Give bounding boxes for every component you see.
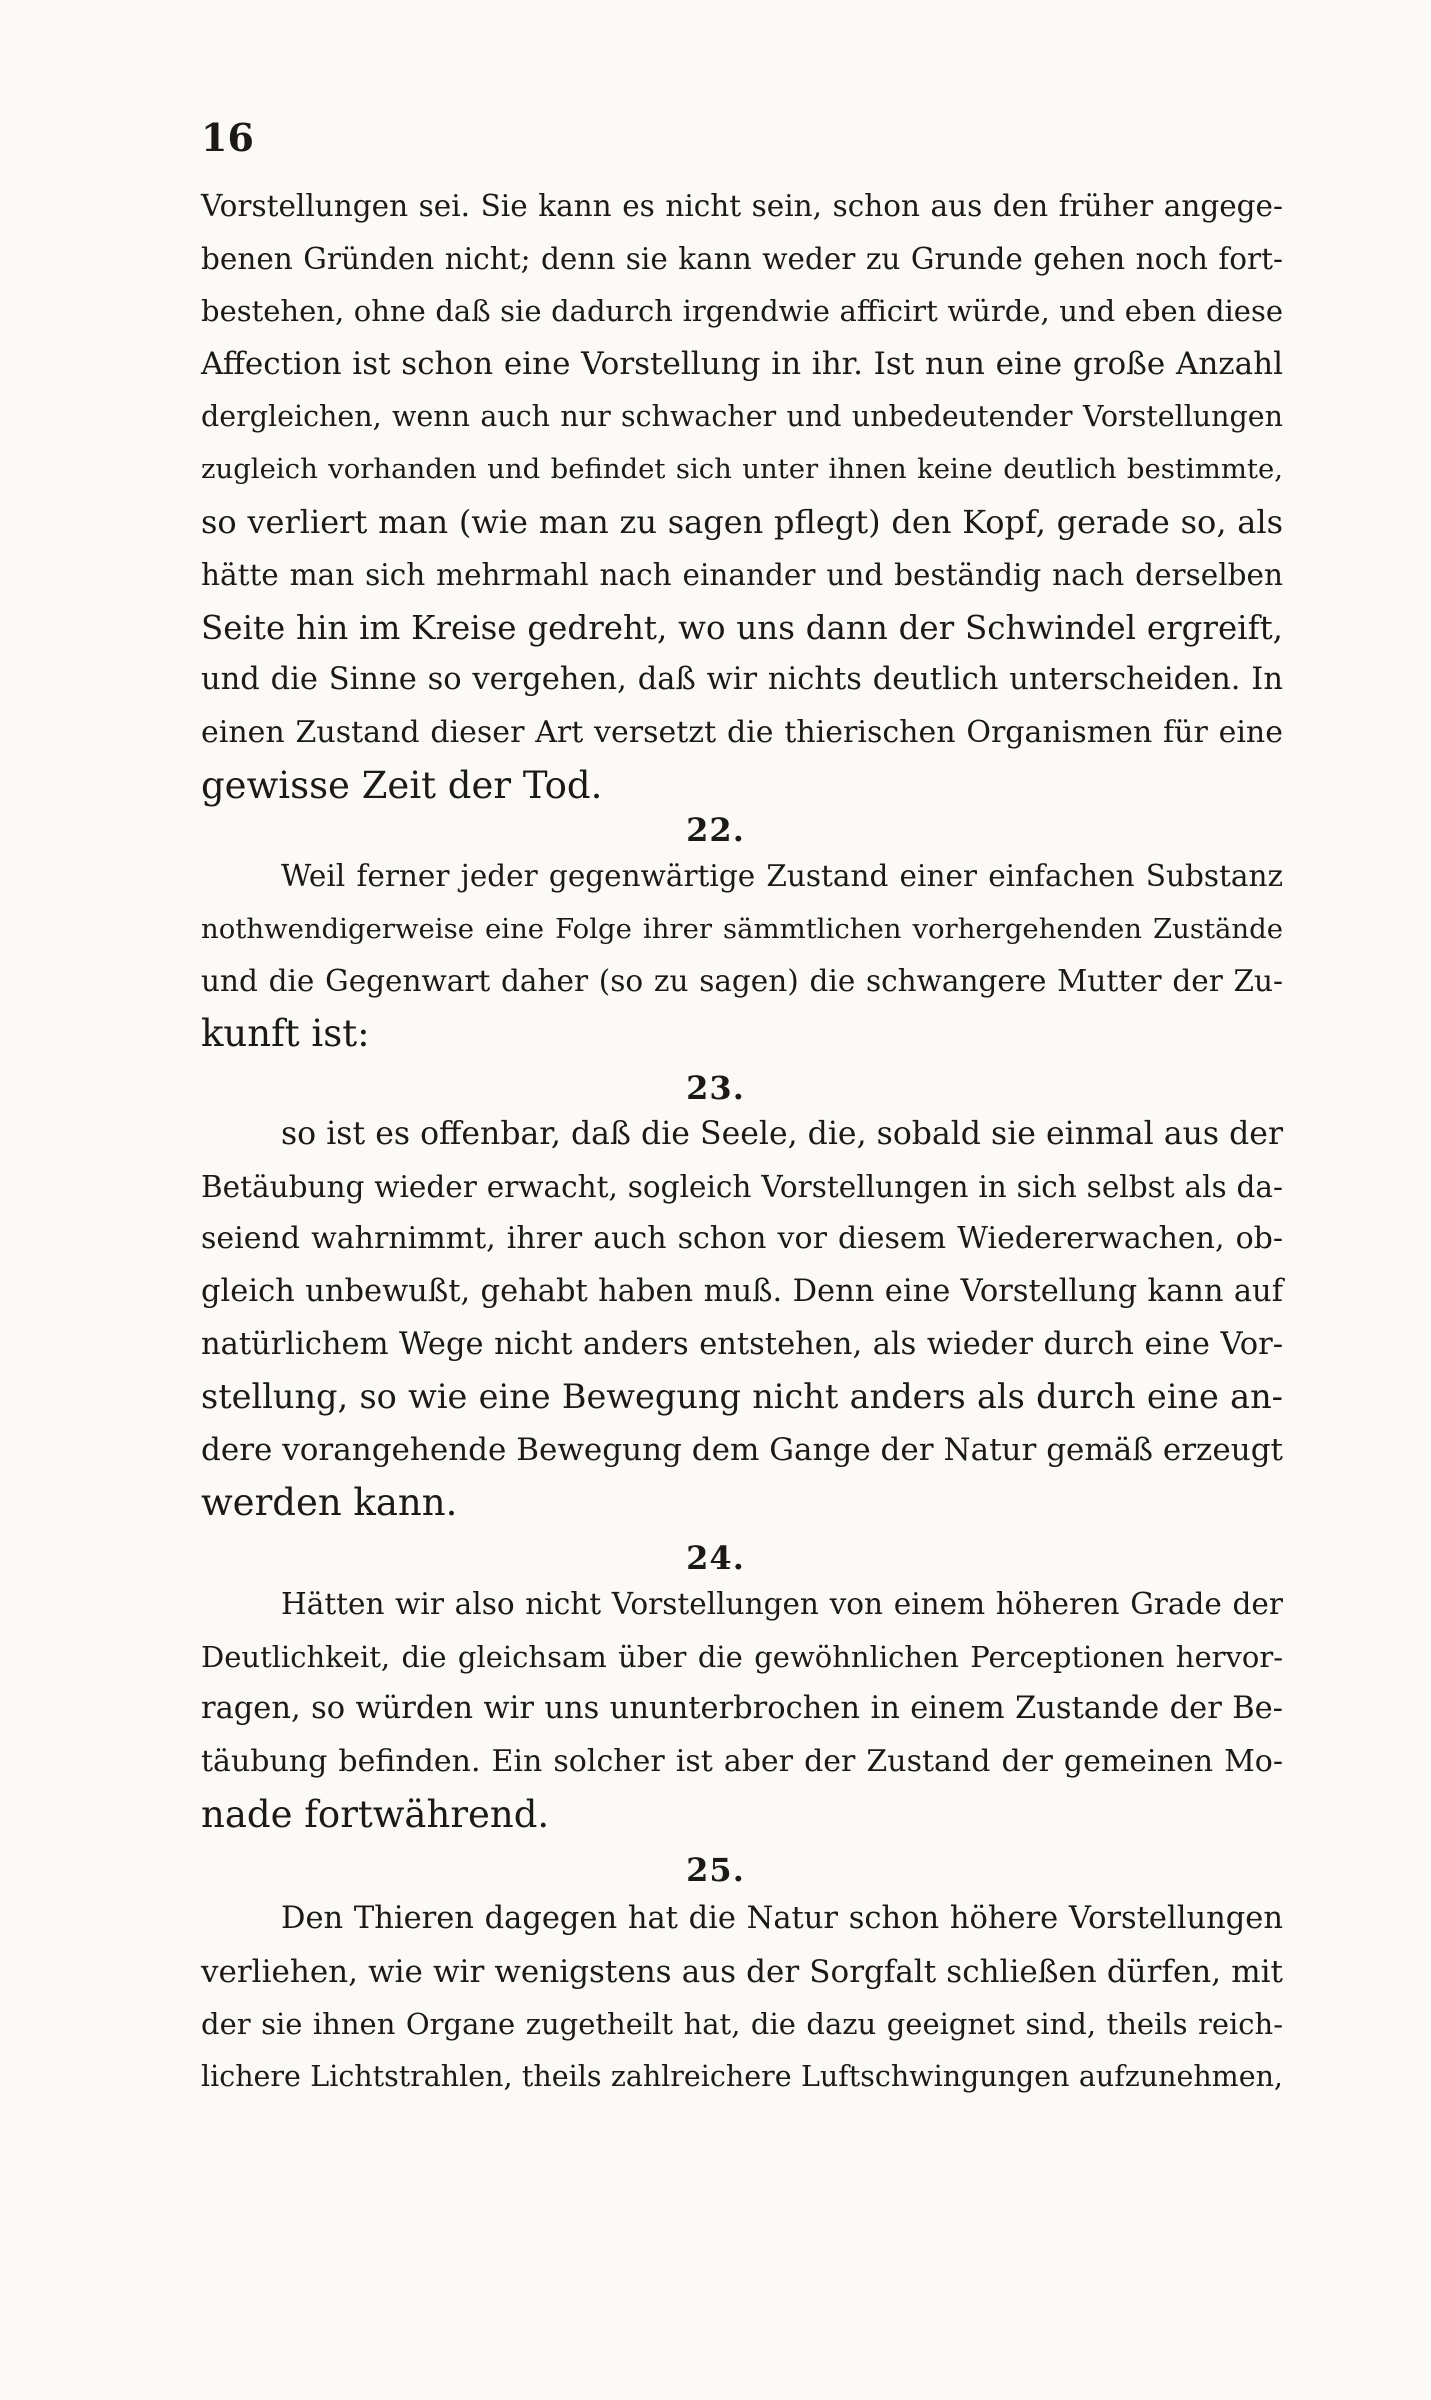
text-line: und die Gegenwart daher (so zu sagen) die schwangere Mutter der Zu- (201, 964, 1283, 999)
text-line: gewisse Zeit der Tod. (201, 763, 603, 807)
text-line: täubung befinden. Ein solcher ist aber der Zustand der gemeinen Mo- (201, 1744, 1283, 1780)
text-line: bestehen, ohne daß sie dadurch irgendwie afficirt würde, und eben diese (201, 294, 1283, 329)
section-number-24: 24. (686, 1539, 745, 1577)
paragraph-25 (201, 1893, 1283, 2104)
text-line: Deutlichkeit, die gleichsam über die gewöhnlichen Perceptionen hervor- (201, 1639, 1283, 1674)
text-line: natürlichem Wege nicht anders entstehen, als wieder durch eine Vor- (201, 1326, 1283, 1362)
paragraph-22 (201, 850, 1283, 1061)
text-line: dergleichen, wenn auch nur schwacher und unbedeutender Vorstellungen (201, 399, 1283, 433)
text-line: lichere Lichtstrahlen, theils zahlreichere Luftschwingungen aufzunehmen, (201, 2060, 1283, 2094)
text-line: so ist es offenbar, daß die Seele, die, sobald sie einmal aus der (281, 1116, 1283, 1152)
text-line: Affection ist schon eine Vorstellung in ihr. Ist nun eine große Anzahl (201, 346, 1283, 383)
text-line: hätte man sich mehrmahl nach einander und beständig nach derselben (201, 557, 1283, 592)
paragraph-continuation (201, 180, 1283, 812)
text-line: werden kann. (201, 1480, 458, 1524)
text-line: Betäubung wieder erwacht, sogleich Vorstellungen in sich selbst als da- (201, 1169, 1283, 1204)
paragraph-23 (201, 1108, 1283, 1530)
text-line: der sie ihnen Organe zugetheilt hat, die dazu geeignet sind, theils reich- (201, 2007, 1283, 2042)
text-line: Vorstellungen sei. Sie kann es nicht sein, schon aus den früher angege- (201, 189, 1283, 223)
text-line: Weil ferner jeder gegenwärtige Zustand einer einfachen Substanz (281, 859, 1283, 893)
text-line: Seite hin im Kreise gedreht, wo uns dann der Schwindel ergreift, (201, 608, 1283, 647)
text-line: und die Sinne so vergehen, daß wir nichts deutlich unterscheiden. In (201, 662, 1283, 698)
text-line: ragen, so würden wir uns ununterbrochen in einem Zustande der Be- (201, 1691, 1283, 1727)
paragraph-24 (201, 1578, 1283, 1841)
text-line: Den Thieren dagegen hat die Natur schon höhere Vorstellungen (281, 1901, 1283, 1936)
text-line: seiend wahrnimmt, ihrer auch schon vor diesem Wiedererwachen, ob- (201, 1221, 1283, 1257)
section-number-25: 25. (686, 1851, 745, 1889)
text-line: dere vorangehende Bewegung dem Gange der Natur gemäß erzeugt (201, 1432, 1283, 1469)
text-line: einen Zustand dieser Art versetzt die thierischen Organismen für eine (201, 714, 1283, 750)
text-line: stellung, so wie eine Bewegung nicht anders als durch eine an- (201, 1377, 1283, 1417)
text-line: nothwendigerweise eine Folge ihrer sämmtlichen vorhergehenden Zustände (201, 912, 1283, 945)
text-line: kunft ist: (201, 1012, 370, 1056)
text-line: nade fortwährend. (201, 1792, 550, 1836)
section-number-22: 22. (686, 811, 745, 849)
text-line: gleich unbewußt, gehabt haben muß. Denn eine Vorstellung kann auf (201, 1274, 1283, 1310)
text-line: zugleich vorhanden und befindet sich unter ihnen keine deutlich bestimmte, (201, 453, 1283, 486)
text-line: benen Gründen nicht; denn sie kann weder zu Grunde gehen noch fort- (201, 241, 1283, 276)
text-line: so verliert man (wie man zu sagen pflegt) den Kopf, gerade so, als (201, 503, 1283, 542)
text-line: verliehen, wie wir wenigstens aus der Sorgfalt schließen dürfen, mit (201, 1953, 1283, 1990)
page-number: 16 (201, 115, 254, 160)
section-number-23: 23. (686, 1069, 745, 1107)
text-line: Hätten wir also nicht Vorstellungen von einem höheren Grade der (281, 1587, 1283, 1621)
